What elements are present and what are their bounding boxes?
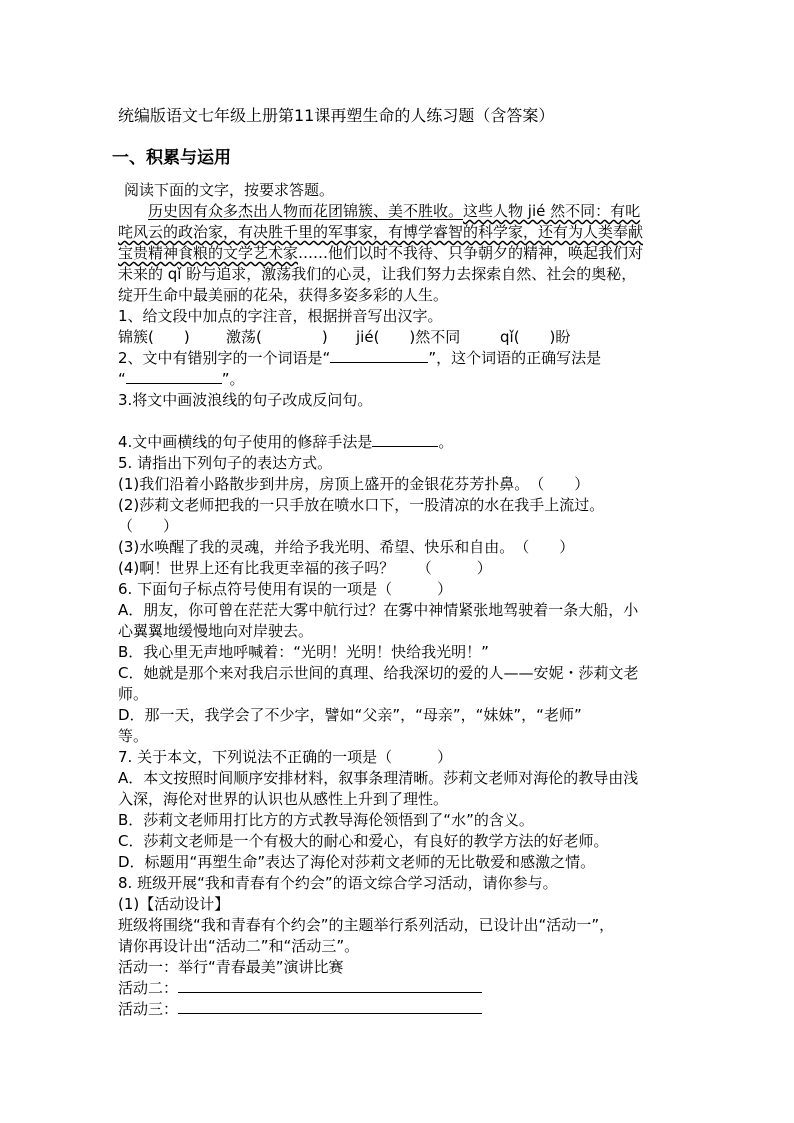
activity-3-answer-line[interactable] xyxy=(178,999,482,1014)
question-3: 3.将文中画波浪线的句子改成反问句。 xyxy=(118,391,373,409)
q6-option-d: D．那一天，我学会了不少字，譬如“父亲”，“母亲”，“妹妹”，“老师” xyxy=(118,706,582,724)
document-title: 统编版语文七年级上册第11课再塑生命的人练习题（含答案） xyxy=(118,106,555,125)
passage-line-1 xyxy=(148,201,640,221)
question-6: 6. 下面句子标点符号使用有误的一项是（ ） xyxy=(118,580,453,598)
q2-text-c: “ xyxy=(118,370,126,388)
q2-answer-blank-2[interactable] xyxy=(126,369,222,384)
q6-option-c-cont: 师。 xyxy=(118,685,149,703)
passage-line-2: 咤风云的政治家，有决胜千里的军事家，有博学睿智的科学家，还有为人类奉献 xyxy=(118,223,644,241)
q7-option-a: A．本文按照时间顺序安排材料，叙事条理清晰。莎莉文老师对海伦的教导由浅 xyxy=(118,769,639,787)
q4-text: 4.文中画横线的句子使用的修辞手法是 xyxy=(118,433,373,451)
passage-line-4: 未来的 qǐ 盼与追求，激荡我们的心灵，让我们努力去探索自然、社会的奥秘， xyxy=(118,265,637,283)
q6-option-a-cont: 心翼翼地缓慢地向对岸驶去。 xyxy=(118,622,314,640)
passage-text: ……他们以时不我待、只争朝夕的精神，唤起我们对 xyxy=(298,244,644,262)
activity-3-label: 活动三： xyxy=(118,1000,179,1018)
q5-item-4: (4)啊！世界上还有比我更幸福的孩子吗？ （ ） xyxy=(118,559,492,577)
question-2 xyxy=(118,348,601,368)
q1-item-c: jié( )然不同 xyxy=(356,328,461,346)
q2-text-d: ”。 xyxy=(221,370,245,388)
q5-item-2-bracket: （ ） xyxy=(118,517,179,535)
q4-answer-blank[interactable] xyxy=(372,432,438,447)
passage-line-5: 绽开生命中最美丽的花朵，获得多姿多彩的人生。 xyxy=(118,286,449,304)
q6-option-c: C．她就是那个来对我启示世间的真理、给我深切的爱的人——安妮・莎莉文老 xyxy=(118,664,639,682)
q6-option-b: B．我心里无声地呼喊着：“光明！光明！快给我光明！” xyxy=(118,643,489,661)
activity-1: 活动一：举行“青春最美”演讲比赛 xyxy=(118,958,344,976)
question-1: 1、给文段中加点的字注音，根据拼音写出汉字。 xyxy=(118,307,443,325)
q8-part-1-text: 班级将围绕“我和青春有个约会”的主题举行系列活动，已设计出“活动一”， xyxy=(118,916,615,934)
q5-item-3: (3)水唤醒了我的灵魂，并给予我光明、希望、快乐和自由。 （ ） xyxy=(118,538,575,556)
passage-underlined-sentence: 历史因有众多杰出人物而花团锦簇、美不胜收。 xyxy=(148,202,464,220)
q8-part-1: (1)【活动设计】 xyxy=(118,895,230,913)
passage-line-3 xyxy=(118,243,643,263)
reading-instruction: 阅读下面的文字，按要求答题。 xyxy=(124,181,335,199)
question-7: 7. 关于本文，下列说法不正确的一项是（ ） xyxy=(118,748,453,766)
q7-option-a-cont: 入深，海伦对世界的认识也从感性上升到了理性。 xyxy=(118,790,449,808)
q2-text-b: ”，这个词语的正确写法是 xyxy=(428,349,602,367)
q7-option-c: C．莎莉文老师是一个有极大的耐心和爱心，有良好的教学方法的好老师。 xyxy=(118,832,609,850)
q7-option-b: B．莎莉文老师用打比方的方式教导海伦领悟到了“水”的含义。 xyxy=(118,811,534,829)
q7-option-d: D．标题用“再塑生命”表达了海伦对莎莉文老师的无比敬爱和感激之情。 xyxy=(118,853,596,871)
section-heading: 一、积累与运用 xyxy=(112,148,231,168)
q2-text-a: 2、文中有错别字的一个词语是“ xyxy=(118,349,331,367)
passage-wavy-start: 这些人物 jié 然不同：有叱 xyxy=(463,202,641,220)
q6-option-d-cont: 等。 xyxy=(118,727,149,745)
q6-option-a: A．朋友，你可曾在茫茫大雾中航行过？在雾中神情紧张地驾驶着一条大船，小 xyxy=(118,601,639,619)
q1-item-a: 锦簇( ) xyxy=(118,328,190,346)
passage-wavy-end: 宝贵精神食粮的文学艺术家 xyxy=(118,244,299,262)
q8-part-1-text-cont: 请你再设计出“活动二”和“活动三”。 xyxy=(118,937,360,955)
q5-item-2: (2)莎莉文老师把我的一只手放在喷水口下，一股清凉的水在我手上流过。 xyxy=(118,496,605,514)
question-8: 8. 班级开展“我和青春有个约会”的语文综合学习活动，请你参与。 xyxy=(118,874,558,892)
question-2-cont xyxy=(118,369,245,389)
q1-item-d: qǐ( )盼 xyxy=(500,328,571,346)
activity-2-answer-line[interactable] xyxy=(178,978,482,993)
question-4 xyxy=(118,432,453,452)
question-5: 5. 请指出下列句子的表达方式。 xyxy=(118,454,333,472)
q4-end: 。 xyxy=(438,433,454,451)
activity-2-label: 活动二： xyxy=(118,979,179,997)
q2-answer-blank-1[interactable] xyxy=(330,348,428,363)
activity-2 xyxy=(118,978,482,998)
activity-3 xyxy=(118,999,482,1019)
q5-item-1: (1)我们沿着小路散步到井房，房顶上盛开的金银花芬芳扑鼻。 （ ） xyxy=(118,475,590,493)
q1-item-b: 激荡( ) xyxy=(226,328,328,346)
